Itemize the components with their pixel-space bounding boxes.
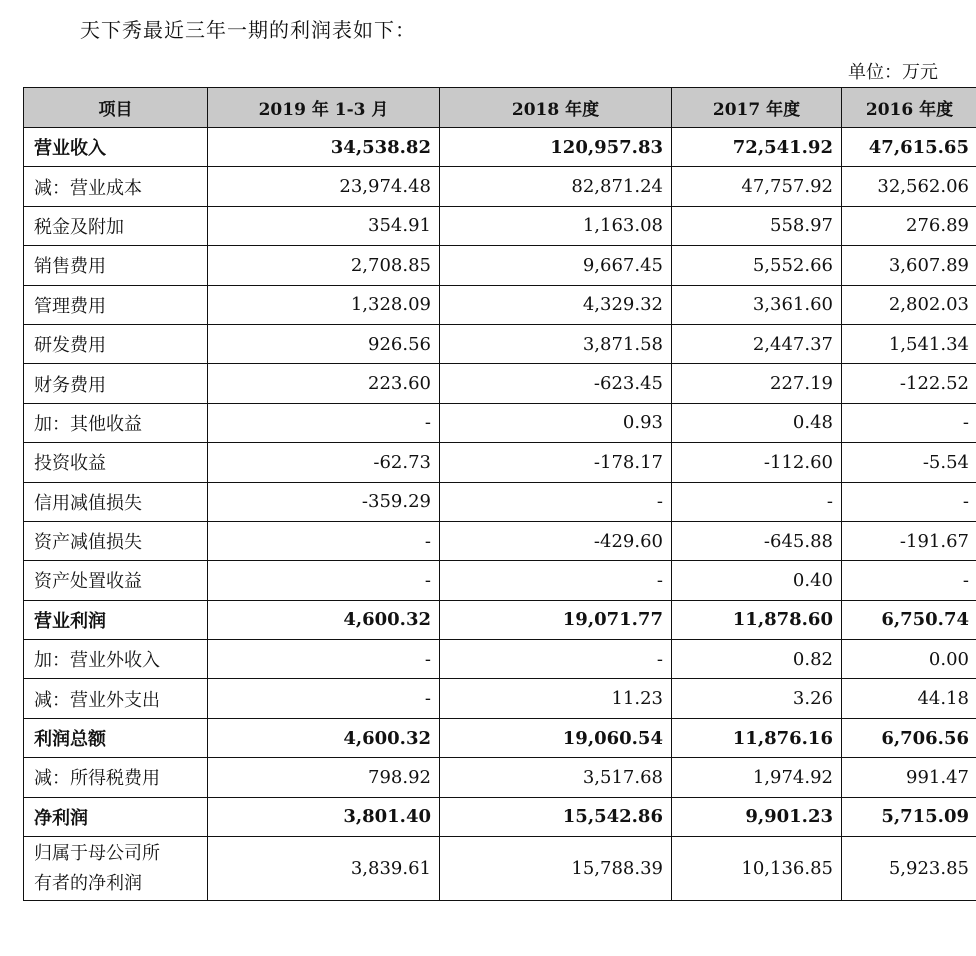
value-cell: 1,163.08 <box>440 206 672 245</box>
value-cell: -178.17 <box>440 443 672 482</box>
value-cell: - <box>440 482 672 521</box>
table-row <box>24 718 976 757</box>
value-cell: - <box>440 640 672 679</box>
value-cell: 3,517.68 <box>440 758 672 797</box>
table-row <box>24 364 976 403</box>
value-cell: 3,839.61 <box>208 837 440 901</box>
table-row <box>24 640 976 679</box>
value-cell: 1,541.34 <box>842 324 976 363</box>
header-2019q1: 2019 年 1-3 月 <box>208 88 440 128</box>
value-cell: 0.00 <box>842 640 976 679</box>
header-2016: 2016 年度 <box>842 88 976 128</box>
value-cell: 47,615.65 <box>842 128 976 167</box>
value-cell: - <box>842 482 976 521</box>
value-cell: 0.48 <box>672 403 842 442</box>
value-cell: 19,060.54 <box>440 718 672 757</box>
value-cell: - <box>842 561 976 600</box>
value-cell: 0.82 <box>672 640 842 679</box>
value-cell: 9,901.23 <box>672 797 842 836</box>
value-cell: 47,757.92 <box>672 167 842 206</box>
value-cell: 5,715.09 <box>842 797 976 836</box>
row-label <box>24 837 208 901</box>
value-cell: 3,361.60 <box>672 285 842 324</box>
value-cell: 276.89 <box>842 206 976 245</box>
row-label: 税金及附加 <box>24 206 208 245</box>
row-label: 减：营业外支出 <box>24 679 208 718</box>
value-cell: 44.18 <box>842 679 976 718</box>
table-row <box>24 837 976 901</box>
table-row <box>24 246 976 285</box>
value-cell: 0.40 <box>672 561 842 600</box>
value-cell: -112.60 <box>672 443 842 482</box>
value-cell: 2,802.03 <box>842 285 976 324</box>
row-label: 研发费用 <box>24 324 208 363</box>
value-cell: - <box>208 640 440 679</box>
value-cell: 558.97 <box>672 206 842 245</box>
value-cell: 227.19 <box>672 364 842 403</box>
table-row <box>24 167 976 206</box>
value-cell: 32,562.06 <box>842 167 976 206</box>
value-cell: 3,607.89 <box>842 246 976 285</box>
value-cell: 5,923.85 <box>842 837 976 901</box>
row-label: 净利润 <box>24 797 208 836</box>
table-row <box>24 443 976 482</box>
value-cell: 1,974.92 <box>672 758 842 797</box>
value-cell: 3,871.58 <box>440 324 672 363</box>
table-row <box>24 206 976 245</box>
table-row <box>24 403 976 442</box>
table-row <box>24 797 976 836</box>
value-cell: 9,667.45 <box>440 246 672 285</box>
row-label: 利润总额 <box>24 718 208 757</box>
value-cell: - <box>208 403 440 442</box>
value-cell: 4,329.32 <box>440 285 672 324</box>
row-label: 销售费用 <box>24 246 208 285</box>
value-cell: - <box>842 403 976 442</box>
table-row <box>24 324 976 363</box>
value-cell: - <box>672 482 842 521</box>
value-cell: 11,878.60 <box>672 600 842 639</box>
value-cell: -5.54 <box>842 443 976 482</box>
value-cell: 34,538.82 <box>208 128 440 167</box>
row-label: 减：营业成本 <box>24 167 208 206</box>
row-label: 资产处置收益 <box>24 561 208 600</box>
value-cell: - <box>440 561 672 600</box>
unit-label: 单位：万元 <box>848 62 938 83</box>
value-cell: 120,957.83 <box>440 128 672 167</box>
value-cell: 6,750.74 <box>842 600 976 639</box>
header-2018: 2018 年度 <box>440 88 672 128</box>
value-cell: 0.93 <box>440 403 672 442</box>
value-cell: 3.26 <box>672 679 842 718</box>
value-cell: 926.56 <box>208 324 440 363</box>
value-cell: 15,788.39 <box>440 837 672 901</box>
row-label: 财务费用 <box>24 364 208 403</box>
value-cell: 4,600.32 <box>208 600 440 639</box>
value-cell: -623.45 <box>440 364 672 403</box>
value-cell: 72,541.92 <box>672 128 842 167</box>
value-cell: -122.52 <box>842 364 976 403</box>
value-cell: 2,447.37 <box>672 324 842 363</box>
table-row <box>24 482 976 521</box>
table-row <box>24 285 976 324</box>
row-label: 信用减值损失 <box>24 482 208 521</box>
table-row <box>24 128 976 167</box>
row-label: 加：其他收益 <box>24 403 208 442</box>
value-cell: 798.92 <box>208 758 440 797</box>
row-label: 加：营业外收入 <box>24 640 208 679</box>
table-row <box>24 521 976 560</box>
value-cell: 2,708.85 <box>208 246 440 285</box>
value-cell: -191.67 <box>842 521 976 560</box>
header-2017: 2017 年度 <box>672 88 842 128</box>
row-label: 资产减值损失 <box>24 521 208 560</box>
row-label: 营业收入 <box>24 128 208 167</box>
value-cell: -645.88 <box>672 521 842 560</box>
value-cell: 5,552.66 <box>672 246 842 285</box>
table-row <box>24 561 976 600</box>
row-label: 减：所得税费用 <box>24 758 208 797</box>
income-statement-table <box>23 87 976 901</box>
value-cell: - <box>208 561 440 600</box>
intro-text: 天下秀最近三年一期的利润表如下： <box>80 18 416 42</box>
value-cell: 11,876.16 <box>672 718 842 757</box>
value-cell: - <box>208 679 440 718</box>
row-label: 投资收益 <box>24 443 208 482</box>
value-cell: 15,542.86 <box>440 797 672 836</box>
row-label: 营业利润 <box>24 600 208 639</box>
table-body <box>24 128 976 901</box>
value-cell: 3,801.40 <box>208 797 440 836</box>
value-cell: 1,328.09 <box>208 285 440 324</box>
value-cell: -429.60 <box>440 521 672 560</box>
value-cell: 10,136.85 <box>672 837 842 901</box>
row-label-line: 有者的净利润 <box>34 872 142 894</box>
value-cell: 19,071.77 <box>440 600 672 639</box>
value-cell: 354.91 <box>208 206 440 245</box>
header-row <box>24 88 976 128</box>
table-row <box>24 758 976 797</box>
value-cell: 6,706.56 <box>842 718 976 757</box>
header-item: 项目 <box>24 88 208 128</box>
value-cell: 991.47 <box>842 758 976 797</box>
value-cell: - <box>208 521 440 560</box>
value-cell: -359.29 <box>208 482 440 521</box>
value-cell: 23,974.48 <box>208 167 440 206</box>
value-cell: 11.23 <box>440 679 672 718</box>
row-label: 管理费用 <box>24 285 208 324</box>
value-cell: 82,871.24 <box>440 167 672 206</box>
table-row <box>24 600 976 639</box>
table-row <box>24 679 976 718</box>
value-cell: 4,600.32 <box>208 718 440 757</box>
value-cell: -62.73 <box>208 443 440 482</box>
value-cell: 223.60 <box>208 364 440 403</box>
row-label-line: 归属于母公司所 <box>34 842 160 864</box>
